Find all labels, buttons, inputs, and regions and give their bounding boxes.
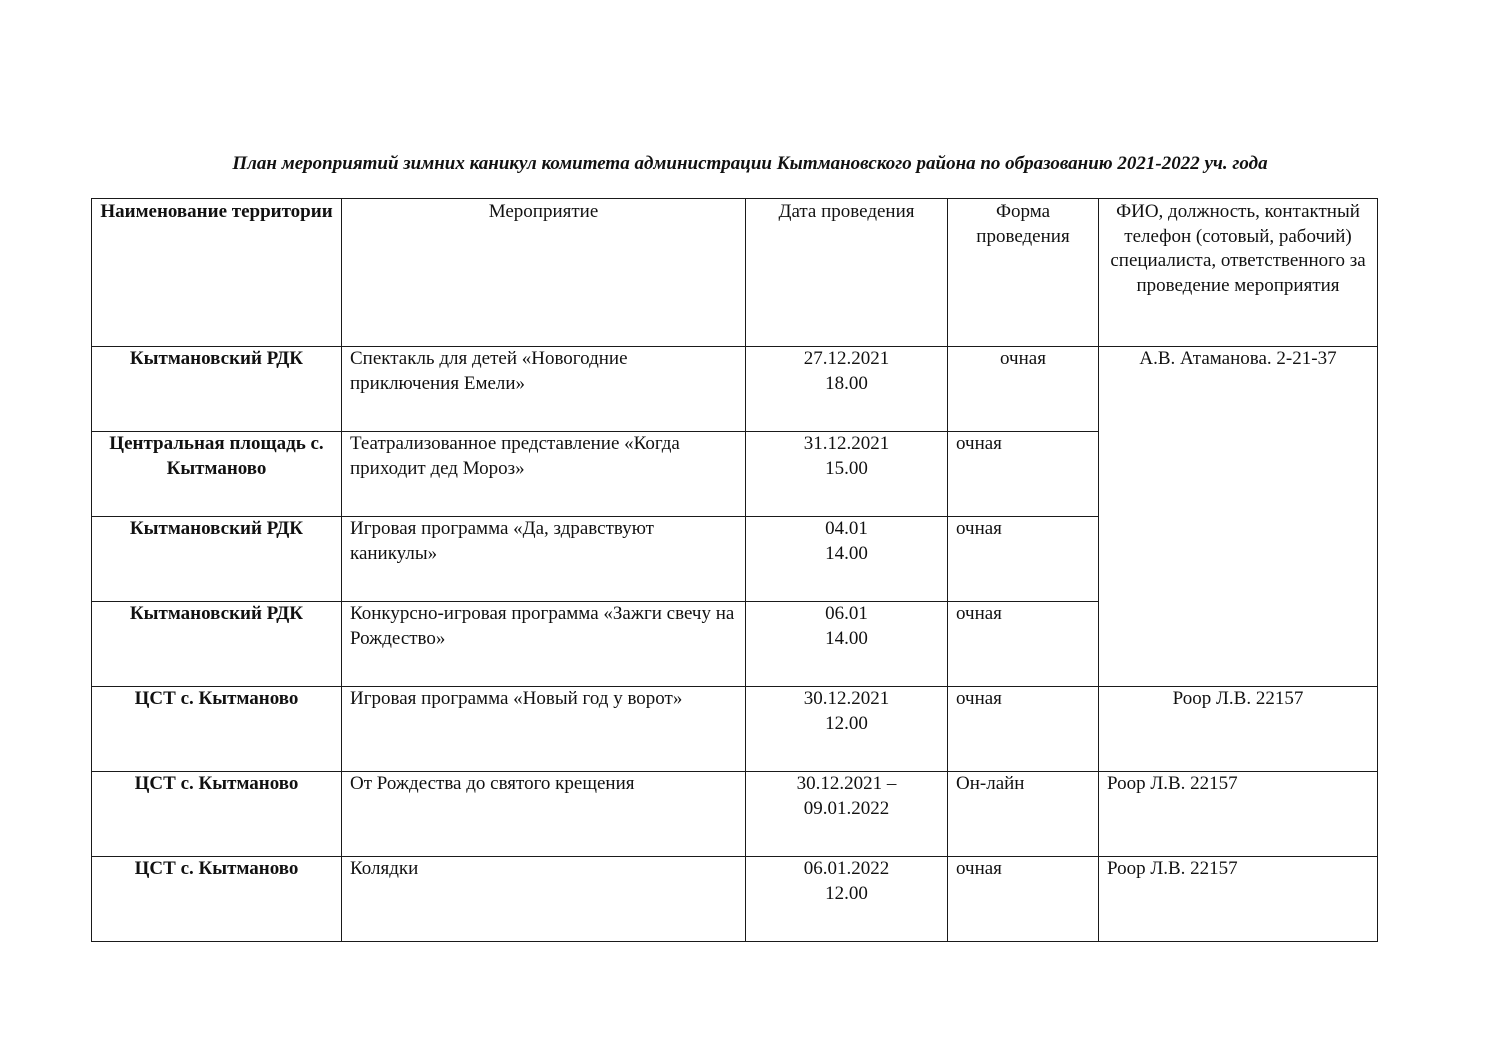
territory-cell: Центральная площадь с. Кытманово xyxy=(92,432,342,517)
header-event: Мероприятие xyxy=(342,199,746,347)
event-cell: Колядки xyxy=(342,857,746,942)
event-cell: Театрализованное представление «Когда приходит дед Мороз» xyxy=(342,432,746,517)
date-value: 04.01 xyxy=(825,518,868,539)
table-row xyxy=(92,857,1378,942)
form-cell: очная xyxy=(948,517,1099,602)
table-row xyxy=(92,772,1378,857)
territory-cell: ЦСТ с. Кытманово xyxy=(92,687,342,772)
time-value: 14.00 xyxy=(825,627,868,649)
form-cell: Он-лайн xyxy=(948,772,1099,857)
contact-cell: Роор Л.В. 22157 xyxy=(1099,772,1378,857)
event-cell: Спектакль для детей «Новогодние приключения Емели» xyxy=(342,347,746,432)
header-territory: Наименование территории xyxy=(92,199,342,347)
event-cell: Игровая программа «Да, здравствуют каникулы» xyxy=(342,517,746,602)
header-form: Форма проведения xyxy=(948,199,1099,347)
contact-cell: Роор Л.В. 22157 xyxy=(1099,687,1378,772)
date-value: 30.12.2021 xyxy=(803,688,890,709)
time-value: 12.00 xyxy=(825,882,868,904)
event-cell: Конкурсно-игровая программа «Зажги свечу на Рождество» xyxy=(342,602,746,687)
form-cell: очная xyxy=(948,857,1099,942)
date-value: 27.12.2021 xyxy=(803,348,890,369)
time-value: 18.00 xyxy=(825,372,868,394)
date-cell xyxy=(746,517,948,602)
form-cell: очная xyxy=(948,432,1099,517)
date-value: 30.12.2021 – xyxy=(796,773,897,794)
time-value: 15.00 xyxy=(825,457,868,479)
contact-cell: Роор Л.В. 22157 xyxy=(1099,857,1378,942)
header-contact: ФИО, должность, контактный телефон (сотовый, рабочий) специалиста, ответственного за проведение мероприятия xyxy=(1099,199,1378,347)
event-cell: Игровая программа «Новый год у ворот» xyxy=(342,687,746,772)
header-date: Дата проведения xyxy=(746,199,948,347)
territory-cell: Кытмановский РДК xyxy=(92,517,342,602)
form-cell: очная xyxy=(948,687,1099,772)
date-cell xyxy=(746,857,948,942)
form-cell: очная xyxy=(948,347,1099,432)
date-cell xyxy=(746,432,948,517)
time-value: 12.00 xyxy=(825,712,868,734)
events-table xyxy=(91,198,1378,942)
territory-cell: ЦСТ с. Кытманово xyxy=(92,772,342,857)
date-value: 31.12.2021 xyxy=(803,433,890,454)
time-value: 09.01.2022 xyxy=(803,797,890,819)
event-cell: От Рождества до святого крещения xyxy=(342,772,746,857)
time-value: 14.00 xyxy=(825,542,868,564)
table-row xyxy=(92,687,1378,772)
document-title: План мероприятий зимних каникул комитета администрации Кытмановского района по образованию 2021-2022 уч. года xyxy=(232,153,1268,174)
date-value: 06.01 xyxy=(825,603,868,624)
date-cell xyxy=(746,687,948,772)
date-value: 06.01.2022 xyxy=(803,858,890,879)
contact-cell: А.В. Атаманова. 2-21-37 xyxy=(1099,347,1378,687)
table-row xyxy=(92,347,1378,432)
date-cell xyxy=(746,602,948,687)
territory-cell: Кытмановский РДК xyxy=(92,602,342,687)
date-cell xyxy=(746,347,948,432)
territory-cell: Кытмановский РДК xyxy=(92,347,342,432)
date-cell xyxy=(746,772,948,857)
territory-cell: ЦСТ с. Кытманово xyxy=(92,857,342,942)
form-cell: очная xyxy=(948,602,1099,687)
table-header-row xyxy=(92,199,1378,347)
